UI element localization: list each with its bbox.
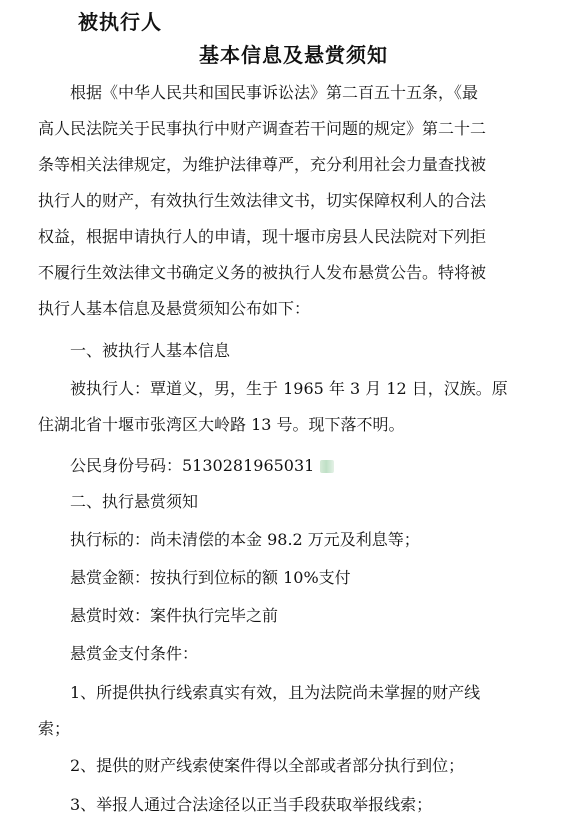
execution-target: 执行标的：尚未清偿的本金 98.2 万元及利息等；	[70, 530, 420, 549]
intro-line: 执行人的财产，有效执行生效法律文书，切实保障权利人的合法	[38, 191, 487, 210]
intro-line: 权益，根据申请执行人的申请，现十堰市房县人民法院对下列拒	[38, 227, 487, 246]
condition-3: 3、举报人通过合法途径以正当手段获取举报线索；	[70, 795, 433, 814]
intro-line: 条等相关法律规定，为维护法律尊严，充分利用社会力量查找被	[38, 155, 487, 174]
section-heading-basic-info: 一、被执行人基本信息	[70, 341, 231, 360]
intro-line: 执行人基本信息及悬赏须知公布如下：	[38, 299, 311, 318]
intro-line: 不履行生效法律文书确定义务的被执行人发布悬赏公告。特将被	[38, 263, 487, 282]
id-number-text: 公民身份号码：5130281965031	[70, 456, 315, 475]
person-info-line: 被执行人：覃道义，男，生于 1965 年 3 月 12 日，汉族。原	[70, 379, 508, 398]
redacted-mark	[320, 460, 334, 473]
person-info-line: 住湖北省十堰市张湾区大岭路 13 号。现下落不明。	[38, 415, 405, 434]
id-number-line	[70, 456, 334, 476]
condition-2: 2、提供的财产线索使案件得以全部或者部分执行到位；	[70, 756, 465, 775]
condition-1-line: 1、所提供执行线索真实有效，且为法院尚未掌握的财产线	[70, 683, 481, 702]
section-heading-reward: 二、执行悬赏须知	[70, 492, 199, 511]
reward-amount: 悬赏金额：按执行到位标的额 10%支付	[70, 568, 351, 587]
condition-1-line: 索；	[38, 719, 71, 738]
intro-line: 根据《中华人民共和国民事诉讼法》第二百五十五条，《最	[70, 83, 479, 102]
document-label: 被执行人	[78, 10, 162, 34]
intro-line: 高人民法院关于民事执行中财产调查若干问题的规定》第二十二	[38, 119, 487, 138]
payment-conditions-title: 悬赏金支付条件：	[70, 644, 199, 663]
reward-validity: 悬赏时效：案件执行完毕之前	[70, 606, 279, 625]
document-title: 基本信息及悬赏须知	[199, 43, 388, 67]
